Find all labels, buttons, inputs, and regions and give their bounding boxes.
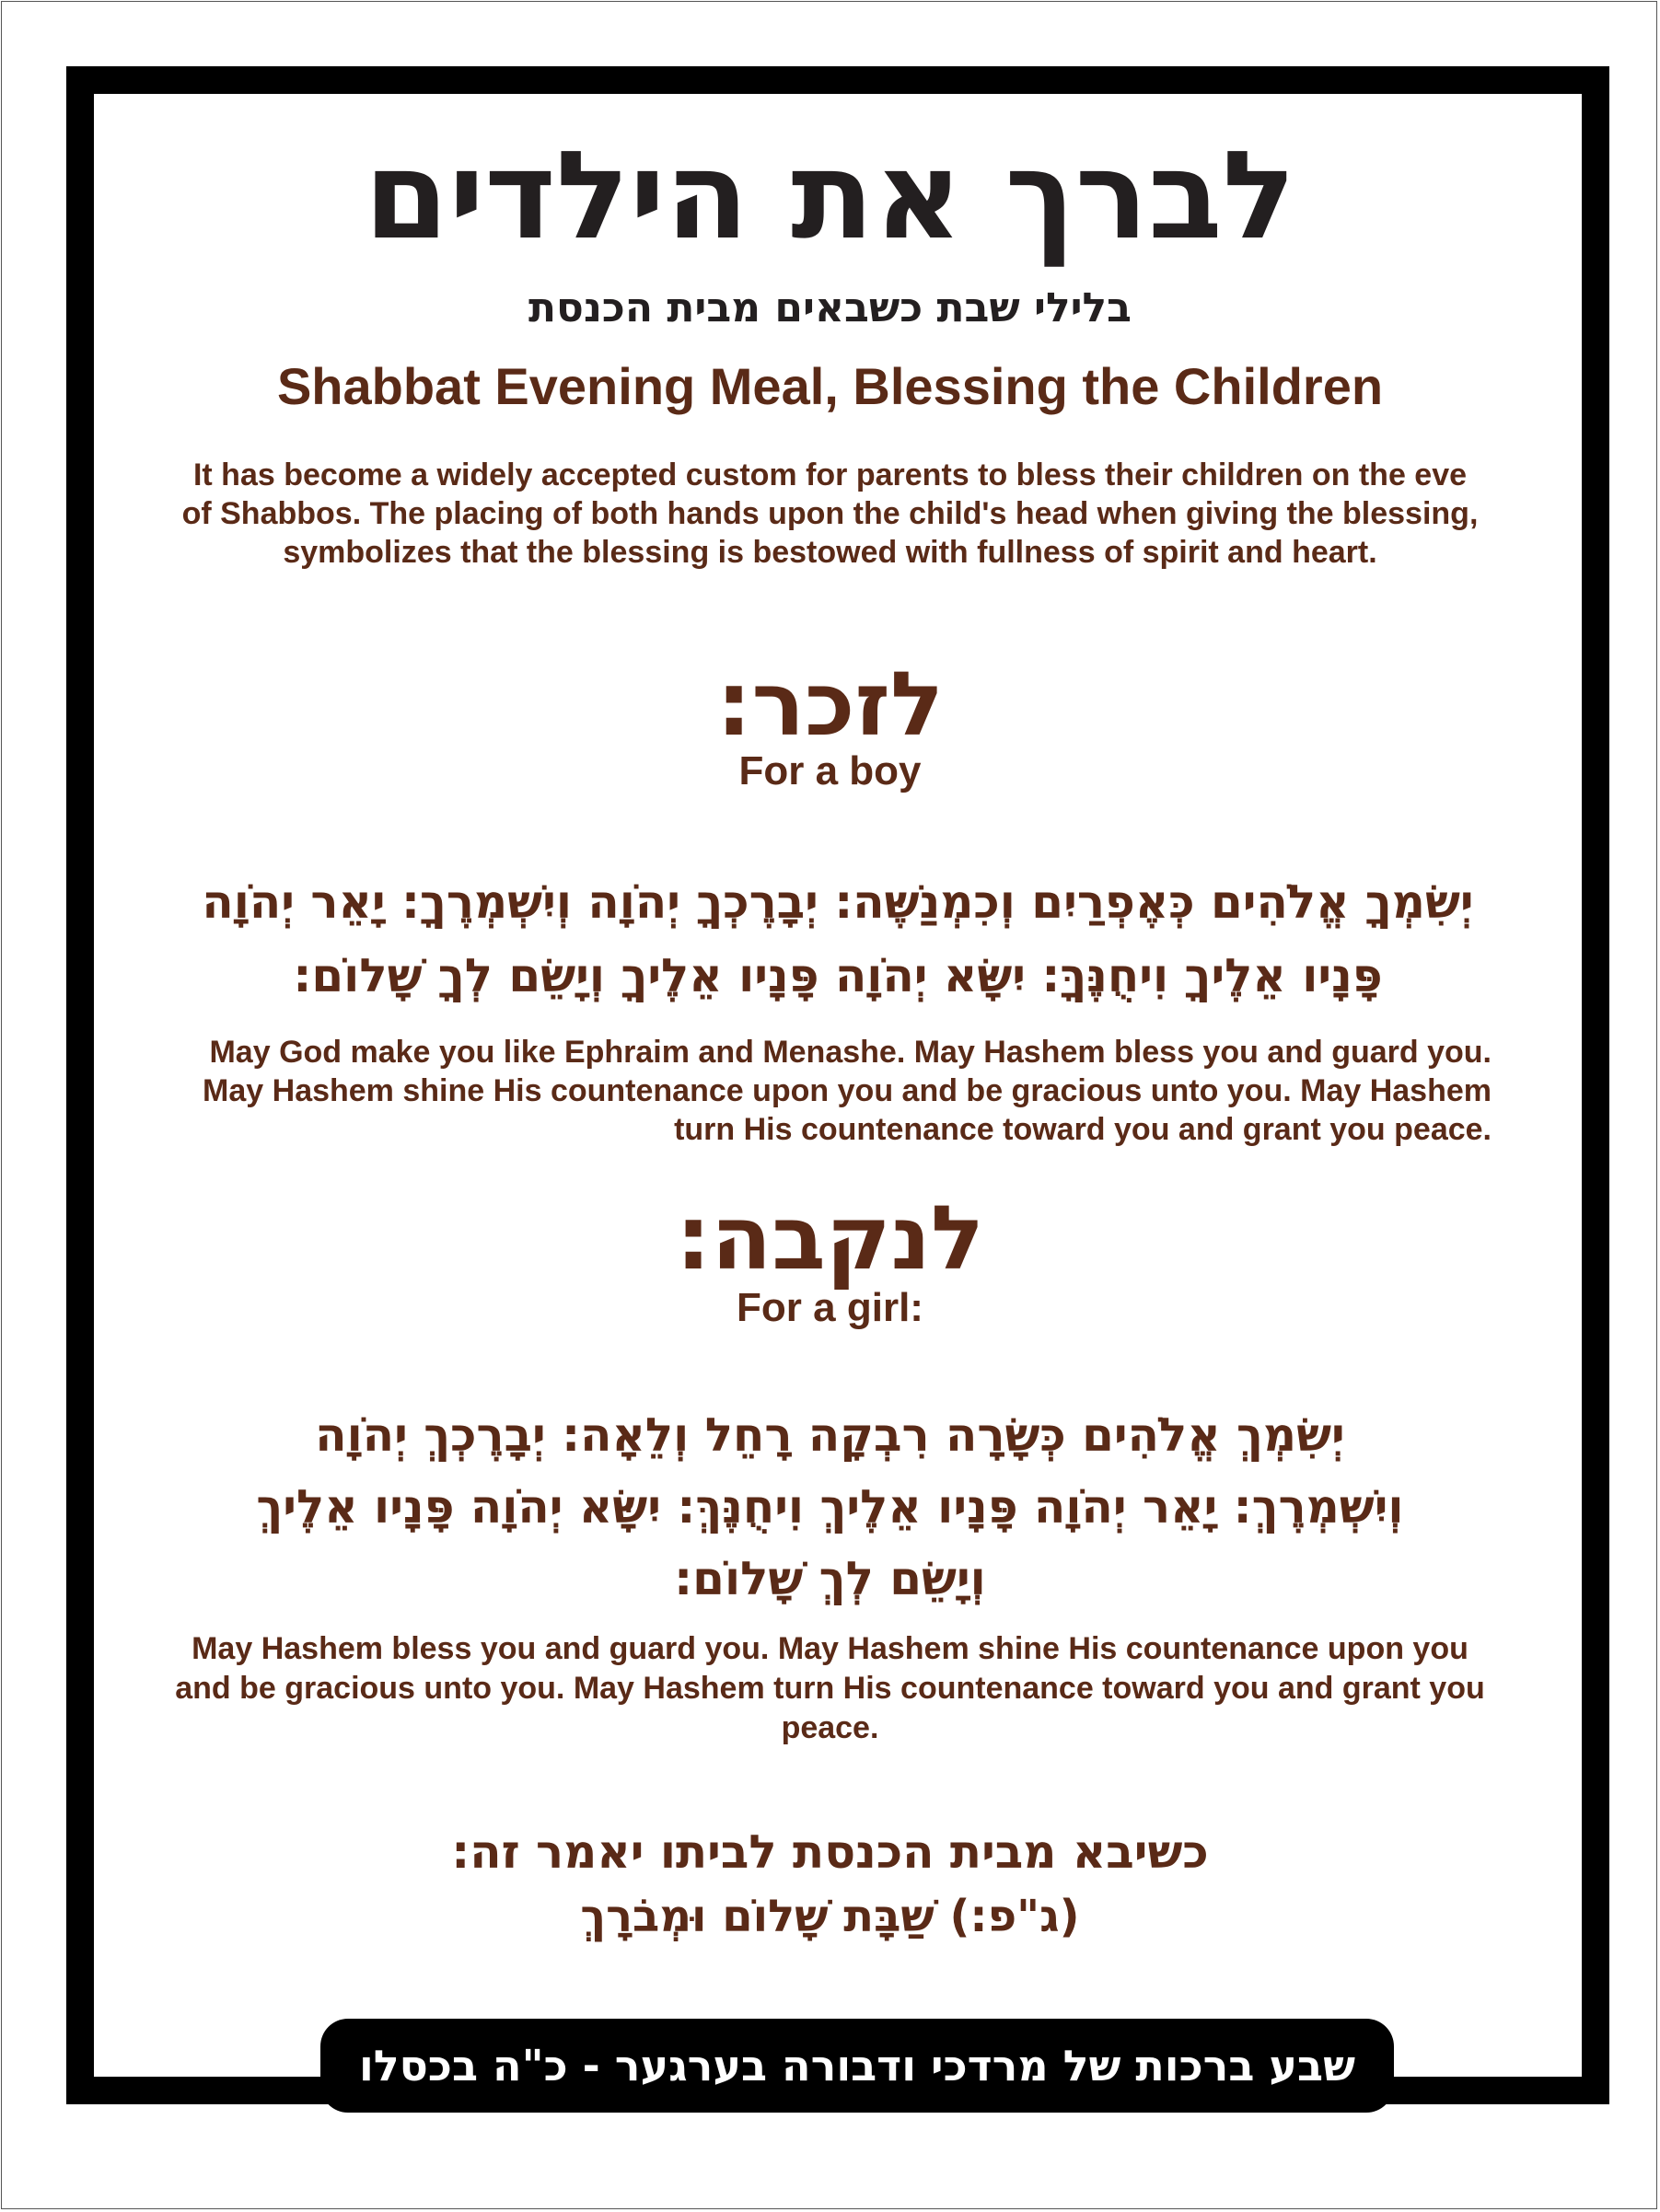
boy-heading-english: For a boy xyxy=(738,748,922,793)
hebrew-subtitle: בלילי שבת כשבאים מבית הכנסת xyxy=(528,284,1132,331)
boy-blessing-hebrew: יְשִׂמְךָ אֱלֹהִים כְּאֶפְרַיִם וְכִמְנַשֶּׁה: יְבָרֶכְךָ יְהֹוָה וְיִשְׁמְרֶךָ: יָאֵר יְהֹוָה פָּנָיו אֵלֶיךָ וִיחֻנֶּךָּ: יִשָּׂא יְהֹוָה פָּנָיו אֵלֶיךָ וְיָשֵׂם לְךָ שָׁלוֹם: xyxy=(202,875,1474,1002)
english-title: Shabbat Evening Meal, Blessing the Children xyxy=(276,357,1384,415)
hebrew-title: לברך את הילדים xyxy=(364,125,1296,267)
closing-instruction: כשיבא מבית הכנסת לביתו יאמר זה: xyxy=(451,1825,1209,1879)
girl-blessing-hebrew: יְשִׂמְךְ אֱלֹהִים כְּשָׂרָה רִבְקָה רָחֵל וְלֵאָה: יְבָרֶכְךְ יְהֹוָה וְיִשְׁמְרֶךְ: יָאֵר יְהֹוָה פָּנָיו אֵלֶיךְ וִיחֻנֶּךְּ: יִשָּׂא יְהֹוָה פָּנָיו אֵלֶיךְ וְיָשֵׂם לְךְ שָׁלוֹם: xyxy=(256,1408,1404,1605)
girl-blessing-translation: May Hashem bless you and guard you. May Hashem shine His countenance upon you and be gracious unto you. May Hashem turn His countenance toward you and grant you peace. xyxy=(175,1631,1485,1745)
intro-paragraph: It has become a widely accepted custom for parents to bless their children on the eve of Shabbos. The placing of both hands upon the child's head when giving the blessing, symbolizes that the blessing is bestowed with fullness of spirit and heart. xyxy=(181,457,1479,570)
girl-heading-hebrew: לנקבה: xyxy=(675,1187,985,1290)
boy-heading-hebrew: לזכר: xyxy=(715,653,945,756)
closing-greeting: (ג"פ:) שַׁבָּת שָׁלוֹם וּמְבֹרָךְ xyxy=(580,1891,1080,1942)
girl-heading-english: For a girl: xyxy=(737,1285,923,1330)
boy-blessing-translation: May God make you like Ephraim and Menashe. May Hashem bless you and guard you. May Hashem shine His countenance upon you and be gracious unto you. May Hashem turn His countenance toward you and grant you peace. xyxy=(203,1035,1492,1147)
dedication-banner: שבע ברכות של מרדכי ודבורה בערגער - כ"ה בכסלו תשפה xyxy=(320,2019,1394,2113)
